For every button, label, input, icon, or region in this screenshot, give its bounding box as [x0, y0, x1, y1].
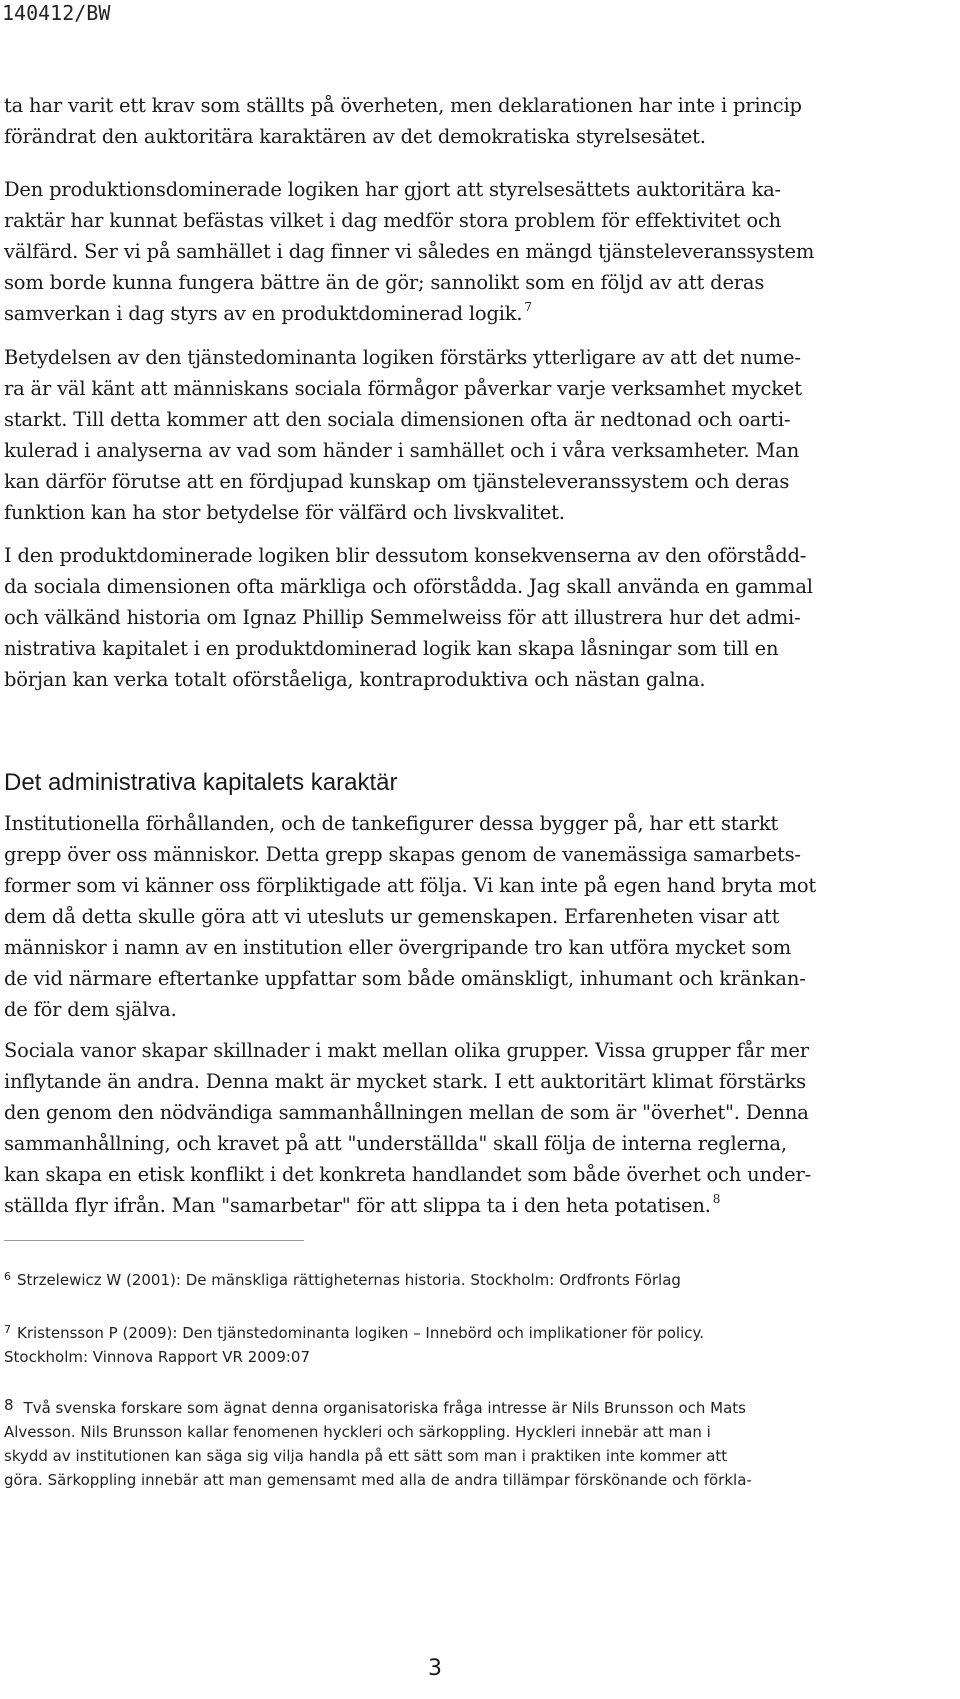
text-line: de för dem själva. [4, 998, 177, 1021]
footnote-number: 6 [4, 1270, 11, 1283]
footnote-line [4, 1268, 949, 1292]
text-line: nistrativa kapitalet i en produktdominerad logik kan skapa låsningar som till en [4, 637, 779, 660]
text-line: som borde kunna fungera bättre än de gör; sannolikt som en följd av att deras [4, 271, 765, 294]
text-line: former som vi känner oss förpliktigade att följa. Vi kan inte på egen hand bryta mot [4, 874, 817, 897]
text-line: Betydelsen av den tjänstedominanta logiken förstärks ytterligare av att det nume- [4, 346, 801, 369]
text-line: ra är väl känt att människans sociala förmågor påverkar varje verksamhet mycket [4, 377, 802, 400]
text-line: grepp över oss människor. Detta grepp skapas genom de vanemässiga samarbets- [4, 843, 801, 866]
footnote-line [4, 1396, 949, 1420]
footnote-6 [4, 1268, 949, 1292]
footnote-line: Alvesson. Nils Brunsson kallar fenomenen hyckleri och särkoppling. Hyckleri innebär att man i [4, 1423, 711, 1441]
footnote-text: Kristensson P (2009): Den tjänstedominanta logiken – Innebörd och implikationer för policy. [17, 1324, 704, 1342]
footnote-text: Två svenska forskare som ägnat denna organisatoriska fråga intresse är Nils Brunsson och Mats [23, 1399, 747, 1417]
footnote-line: göra. Särkoppling innebär att man gemensamt med alla de andra tillämpar förskönande och förkla- [4, 1471, 752, 1489]
footnote-number: 8 [4, 1396, 14, 1414]
text-line [4, 1190, 944, 1221]
text-line-content: ställda flyr ifrån. Man "samarbetar" för att slippa ta i den heta potatisen. [4, 1194, 711, 1217]
paragraph-6 [4, 1035, 944, 1221]
text-line: kulerad i analyserna av vad som händer i samhället och i våra verksamheter. Man [4, 439, 800, 462]
text-line: välfärd. Ser vi på samhället i dag finner vi således en mängd tjänsteleveranssystem [4, 240, 815, 263]
text-line: och välkänd historia om Ignaz Phillip Semmelweiss för att illustrera hur det admi- [4, 606, 801, 629]
footnote-divider [4, 1240, 304, 1241]
section-heading: Det administrativa kapitalets karaktär [4, 769, 398, 796]
text-line: funktion kan ha stor betydelse för välfärd och livskvalitet. [4, 501, 565, 524]
paragraph-3 [4, 342, 944, 528]
paragraph-1 [4, 90, 944, 152]
text-line: Institutionella förhållanden, och de tankefigurer dessa bygger på, har ett starkt [4, 812, 779, 835]
footnote-line: skydd av institutionen kan säga sig vilja handla på ett sätt som man i praktiken inte kommer att [4, 1447, 728, 1465]
footnote-number: 7 [4, 1323, 11, 1336]
document-id: 140412/BW [2, 1, 111, 25]
text-line: dem då detta skulle göra att vi utesluts ur gemenskapen. Erfarenheten visar att [4, 905, 780, 928]
text-line: människor i namn av en institution eller övergripande tro kan utföra mycket som [4, 936, 792, 959]
text-line: da sociala dimensionen ofta märkliga och oförstådda. Jag skall använda en gammal [4, 575, 813, 598]
text-line: starkt. Till detta kommer att den sociala dimensionen ofta är nedtonad och oarti- [4, 408, 791, 431]
text-line: förändrat den auktoritära karaktären av det demokratiska styrelsesätet. [4, 125, 706, 148]
paragraph-5 [4, 808, 944, 1025]
text-line: Den produktionsdominerade logiken har gjort att styrelsesättets auktoritära ka- [4, 178, 781, 201]
text-line: kan skapa en etisk konflikt i det konkreta handlandet som både överhet och under- [4, 1163, 811, 1186]
footnote-reference: 7 [524, 300, 532, 314]
text-line: inflytande än andra. Denna makt är mycket stark. I ett auktoritärt klimat förstärks [4, 1070, 806, 1093]
text-line: den genom den nödvändiga sammanhållningen mellan de som är "överhet". Denna [4, 1101, 809, 1124]
footnote-line [4, 1321, 949, 1345]
text-line: Sociala vanor skapar skillnader i makt mellan olika grupper. Vissa grupper får mer [4, 1039, 809, 1062]
footnote-text: Strzelewicz W (2001): De mänskliga rättigheternas historia. Stockholm: Ordfronts Förlag [17, 1271, 681, 1289]
text-line: raktär har kunnat befästas vilket i dag medför stora problem för effektivitet och [4, 209, 782, 232]
footnote-7 [4, 1321, 949, 1369]
footnote-line: Stockholm: Vinnova Rapport VR 2009:07 [4, 1348, 311, 1366]
text-line: början kan verka totalt oförståeliga, kontraproduktiva och nästan galna. [4, 668, 706, 691]
paragraph-2 [4, 174, 944, 329]
footnote-reference: 8 [712, 1192, 721, 1206]
text-line-content: samverkan i dag styrs av en produktdominerad logik. [4, 302, 523, 325]
text-line [4, 298, 944, 329]
text-line: ta har varit ett krav som ställts på överheten, men deklarationen har inte i princip [4, 94, 802, 117]
page-number: 3 [428, 1656, 442, 1681]
paragraph-4 [4, 540, 944, 695]
text-line: kan därför förutse att en fördjupad kunskap om tjänsteleveranssystem och deras [4, 470, 790, 493]
footnote-8 [4, 1396, 949, 1492]
text-line: I den produktdominerade logiken blir dessutom konsekvenserna av den oförstådd- [4, 544, 807, 567]
text-line: sammanhållning, och kravet på att "underställda" skall följa de interna reglerna, [4, 1132, 787, 1155]
text-line: de vid närmare eftertanke uppfattar som både omänskligt, inhumant och kränkan- [4, 967, 806, 990]
